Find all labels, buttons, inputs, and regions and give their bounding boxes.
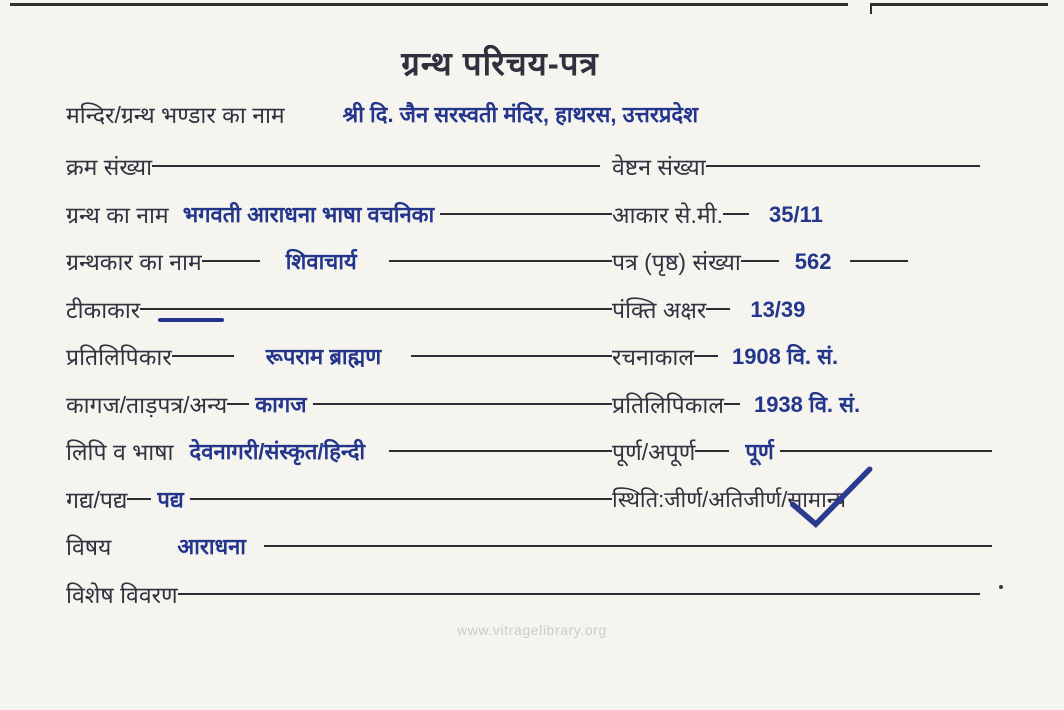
subject-label: विषय xyxy=(66,534,112,560)
rule-line xyxy=(389,260,612,262)
prose-verse-cell xyxy=(66,485,612,515)
scribe-label: प्रतिलिपिकार xyxy=(66,344,172,370)
rule-line xyxy=(723,213,749,215)
prose-verse-label: गद्य/पद्य xyxy=(66,486,128,513)
row-temple-name xyxy=(66,100,992,152)
rule-line xyxy=(152,165,600,167)
rule-line xyxy=(264,545,992,547)
completeness-cell xyxy=(612,437,992,467)
rule-line xyxy=(706,165,980,167)
lines-letters-cell xyxy=(612,295,992,325)
size-cm-value: 35/11 xyxy=(768,201,823,227)
row-special-details xyxy=(66,580,992,628)
row-serial-bundle xyxy=(66,152,992,200)
catalog-form xyxy=(66,100,992,627)
copy-date-value: 1938 वि. सं. xyxy=(753,391,861,417)
scan-speck xyxy=(999,585,1003,589)
rule-line xyxy=(694,355,718,357)
row-proseverse-condition xyxy=(66,485,992,533)
scan-edge-step xyxy=(870,3,872,14)
row-subject xyxy=(66,532,992,580)
condition-label: स्थिति:जीर्ण/अतिजीर्ण/ xyxy=(612,486,788,512)
rule-line xyxy=(172,355,234,357)
scribe-cell xyxy=(66,342,612,372)
lines-letters-value: 13/39 xyxy=(750,296,806,322)
row-bookname-size xyxy=(66,200,992,248)
rule-line xyxy=(440,213,612,215)
commentator-label: टीकाकार xyxy=(66,296,141,323)
condition-cell xyxy=(612,485,992,515)
rule-line xyxy=(313,403,612,405)
commentator-cell xyxy=(66,295,612,325)
copy-date-label: प्रतिलिपिकाल xyxy=(612,391,724,418)
page-count-value: 562 xyxy=(794,249,832,274)
rule-line xyxy=(411,355,612,357)
script-language-label: लिपि व भाषा xyxy=(66,439,174,465)
scan-edge-top-right xyxy=(872,3,1048,6)
row-commentator-lines xyxy=(66,295,992,343)
author-name-label: ग्रन्थकार का नाम xyxy=(66,249,202,275)
scan-edge-top-left xyxy=(10,3,848,6)
page-title: ग्रन्थ परिचय-पत्र xyxy=(401,45,599,82)
temple-name-value: श्री दि. जैन सरस्वती मंदिर, हाथरस, उत्तरप्रदेश xyxy=(342,102,699,127)
rule-line xyxy=(127,498,151,500)
special-details-label: विशेष विवरण xyxy=(66,581,178,608)
prose-verse-value: पद्य xyxy=(157,486,184,512)
book-name-value: भगवती आराधना भाषा वचनिका xyxy=(182,201,435,227)
author-name-value: शिवाचार्य xyxy=(285,249,357,274)
watermark: www.vitragelibrary.org xyxy=(457,622,607,638)
page-count-cell xyxy=(612,247,992,277)
scribe-value: रूपराम ब्राह्मण xyxy=(265,344,382,369)
row-script-completeness xyxy=(66,437,992,485)
rule-line xyxy=(227,403,249,405)
script-language-cell xyxy=(66,437,612,467)
rule-line xyxy=(780,450,992,452)
lines-letters-label: पंक्ति अक्षर xyxy=(612,296,707,323)
rule-line xyxy=(706,308,730,310)
subject-value: आराधना xyxy=(177,534,247,559)
size-cm-label: आकार से.मी. xyxy=(612,201,723,228)
rule-line xyxy=(850,260,908,262)
row-author-pages xyxy=(66,247,992,295)
rule-line xyxy=(190,498,612,500)
completeness-value: पूर्ण xyxy=(745,439,774,464)
script-language-value: देवनागरी/संस्कृत/हिन्दी xyxy=(189,439,366,464)
book-name-label: ग्रन्थ का नाम xyxy=(66,201,169,228)
rule-line xyxy=(178,593,980,595)
serial-number-cell xyxy=(66,152,612,182)
rule-line xyxy=(389,450,612,452)
composition-date-cell xyxy=(612,342,992,372)
serial-number-label: क्रम संख्या xyxy=(66,154,153,180)
book-name-cell xyxy=(66,200,612,230)
rule-line xyxy=(202,260,260,262)
completeness-label: पूर्ण/अपूर्ण xyxy=(612,439,696,465)
rule-line xyxy=(140,308,612,310)
rule-line xyxy=(695,450,729,452)
size-cm-cell xyxy=(612,200,992,230)
page-count-label: पत्र (पृष्ठ) संख्या xyxy=(612,249,741,275)
temple-name-label: मन्दिर/ग्रन्थ भण्डार का नाम xyxy=(66,102,285,128)
handwritten-dash xyxy=(158,318,224,322)
author-name-cell xyxy=(66,247,612,277)
rule-line xyxy=(724,403,740,405)
condition-marked-text: सामान्य xyxy=(787,486,847,512)
rule-line xyxy=(741,260,779,262)
copy-date-cell xyxy=(612,390,992,420)
composition-date-value: 1908 वि. सं. xyxy=(731,344,839,369)
bundle-number-cell xyxy=(612,152,992,182)
material-label: कागज/ताड़पत्र/अन्य xyxy=(66,391,228,418)
composition-date-label: रचनाकाल xyxy=(612,344,694,370)
bundle-number-label: वेष्टन संख्या xyxy=(612,154,706,180)
material-cell xyxy=(66,390,612,420)
row-material-copydate xyxy=(66,390,992,438)
material-value: कागज xyxy=(255,391,307,417)
condition-marked-option xyxy=(787,485,846,515)
row-scribe-composition xyxy=(66,342,992,390)
